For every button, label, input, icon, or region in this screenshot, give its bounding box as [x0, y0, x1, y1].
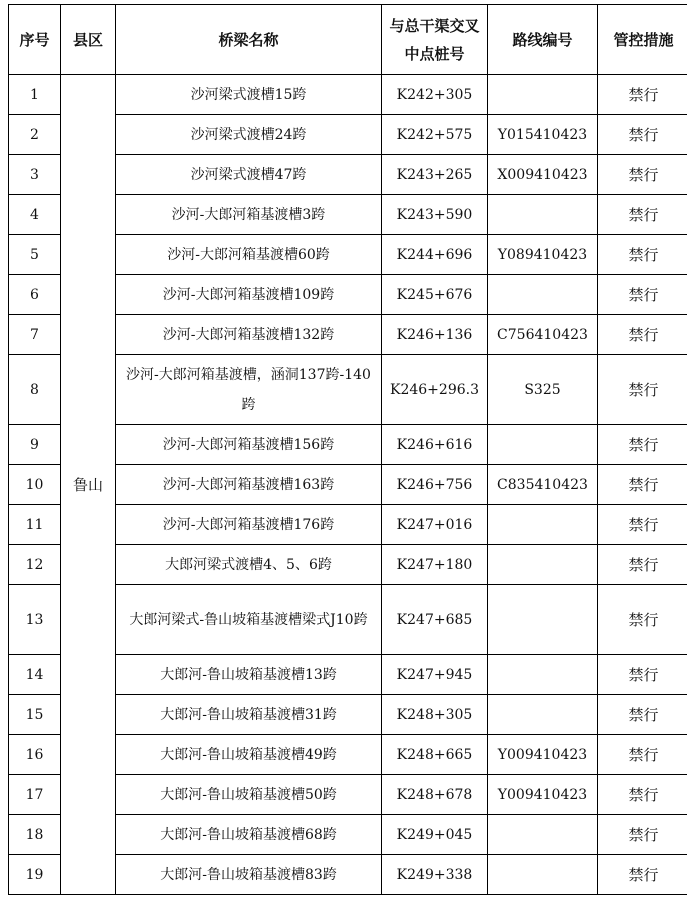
cell-seq: 2 [9, 115, 61, 155]
cell-bridge-name: 沙河-大郎河箱基渡槽，涵洞137跨-140跨 [116, 355, 382, 425]
header-county: 县区 [61, 5, 116, 75]
cell-bridge-name: 大郎河-鲁山坡箱基渡槽31跨 [116, 695, 382, 735]
cell-seq: 10 [9, 465, 61, 505]
cell-seq: 17 [9, 775, 61, 815]
cell-stake: K247+180 [382, 545, 488, 585]
cell-bridge-name: 沙河-大郎河箱基渡槽60跨 [116, 235, 382, 275]
cell-control-measure: 禁行 [598, 275, 687, 315]
cell-control-measure: 禁行 [598, 775, 687, 815]
cell-route-code: Y089410423 [488, 235, 598, 275]
cell-control-measure: 禁行 [598, 235, 687, 275]
cell-control-measure: 禁行 [598, 195, 687, 235]
cell-stake: K248+665 [382, 735, 488, 775]
cell-bridge-name: 沙河梁式渡槽47跨 [116, 155, 382, 195]
cell-bridge-name: 沙河-大郎河箱基渡槽163跨 [116, 465, 382, 505]
cell-seq: 14 [9, 655, 61, 695]
cell-route-code [488, 655, 598, 695]
cell-control-measure: 禁行 [598, 585, 687, 655]
cell-seq: 4 [9, 195, 61, 235]
cell-stake: K246+296.3 [382, 355, 488, 425]
cell-seq: 18 [9, 815, 61, 855]
header-row [9, 5, 687, 75]
cell-seq: 15 [9, 695, 61, 735]
cell-route-code [488, 195, 598, 235]
cell-stake: K246+136 [382, 315, 488, 355]
cell-bridge-name: 大郎河-鲁山坡箱基渡槽13跨 [116, 655, 382, 695]
cell-bridge-name: 沙河-大郎河箱基渡槽132跨 [116, 315, 382, 355]
cell-route-code [488, 425, 598, 465]
cell-control-measure: 禁行 [598, 425, 687, 465]
cell-route-code [488, 75, 598, 115]
cell-seq: 6 [9, 275, 61, 315]
cell-stake: K242+575 [382, 115, 488, 155]
cell-route-code: S325 [488, 355, 598, 425]
cell-seq: 1 [9, 75, 61, 115]
cell-bridge-name: 沙河-大郎河箱基渡槽3跨 [116, 195, 382, 235]
cell-seq: 11 [9, 505, 61, 545]
cell-stake: K247+945 [382, 655, 488, 695]
cell-bridge-name: 大郎河-鲁山坡箱基渡槽83跨 [116, 855, 382, 895]
cell-seq: 19 [9, 855, 61, 895]
cell-control-measure: 禁行 [598, 695, 687, 735]
cell-stake: K246+756 [382, 465, 488, 505]
cell-bridge-name: 沙河梁式渡槽24跨 [116, 115, 382, 155]
cell-seq: 13 [9, 585, 61, 655]
cell-seq: 9 [9, 425, 61, 465]
cell-control-measure: 禁行 [598, 545, 687, 585]
cell-route-code [488, 275, 598, 315]
table-body [9, 75, 687, 895]
cell-seq: 16 [9, 735, 61, 775]
cell-stake: K247+685 [382, 585, 488, 655]
cell-route-code [488, 545, 598, 585]
cell-stake: K244+696 [382, 235, 488, 275]
cell-control-measure: 禁行 [598, 155, 687, 195]
cell-control-measure: 禁行 [598, 355, 687, 425]
cell-bridge-name: 大郎河-鲁山坡箱基渡槽68跨 [116, 815, 382, 855]
cell-control-measure: 禁行 [598, 115, 687, 155]
cell-route-code [488, 695, 598, 735]
cell-route-code [488, 815, 598, 855]
header-route-code: 路线编号 [488, 5, 598, 75]
cell-stake: K248+678 [382, 775, 488, 815]
cell-route-code [488, 855, 598, 895]
cell-seq: 8 [9, 355, 61, 425]
cell-bridge-name: 大郎河-鲁山坡箱基渡槽49跨 [116, 735, 382, 775]
cell-seq: 3 [9, 155, 61, 195]
cell-stake: K243+265 [382, 155, 488, 195]
header-stake: 与总干渠交叉中点桩号 [382, 5, 488, 75]
cell-control-measure: 禁行 [598, 855, 687, 895]
cell-route-code [488, 585, 598, 655]
cell-route-code: Y015410423 [488, 115, 598, 155]
table-row [9, 75, 687, 115]
cell-control-measure: 禁行 [598, 655, 687, 695]
cell-stake: K247+016 [382, 505, 488, 545]
cell-route-code: C835410423 [488, 465, 598, 505]
header-control-measure: 管控措施 [598, 5, 687, 75]
cell-control-measure: 禁行 [598, 465, 687, 505]
cell-stake: K249+045 [382, 815, 488, 855]
cell-bridge-name: 沙河-大郎河箱基渡槽109跨 [116, 275, 382, 315]
cell-bridge-name: 沙河梁式渡槽15跨 [116, 75, 382, 115]
cell-bridge-name: 大郎河梁式-鲁山坡箱基渡槽梁式J10跨 [116, 585, 382, 655]
cell-route-code [488, 505, 598, 545]
cell-seq: 12 [9, 545, 61, 585]
header-bridge-name: 桥梁名称 [116, 5, 382, 75]
cell-route-code: X009410423 [488, 155, 598, 195]
cell-stake: K249+338 [382, 855, 488, 895]
cell-stake: K242+305 [382, 75, 488, 115]
cell-control-measure: 禁行 [598, 315, 687, 355]
cell-stake: K248+305 [382, 695, 488, 735]
bridge-control-table [8, 4, 687, 895]
cell-bridge-name: 沙河-大郎河箱基渡槽176跨 [116, 505, 382, 545]
cell-stake: K243+590 [382, 195, 488, 235]
cell-bridge-name: 沙河-大郎河箱基渡槽156跨 [116, 425, 382, 465]
cell-route-code: C756410423 [488, 315, 598, 355]
cell-control-measure: 禁行 [598, 735, 687, 775]
cell-seq: 7 [9, 315, 61, 355]
cell-route-code: Y009410423 [488, 735, 598, 775]
cell-control-measure: 禁行 [598, 505, 687, 545]
cell-stake: K246+616 [382, 425, 488, 465]
cell-bridge-name: 大郎河梁式渡槽4、5、6跨 [116, 545, 382, 585]
cell-route-code: Y009410423 [488, 775, 598, 815]
cell-seq: 5 [9, 235, 61, 275]
cell-stake: K245+676 [382, 275, 488, 315]
cell-control-measure: 禁行 [598, 815, 687, 855]
cell-county: 鲁山 [61, 75, 116, 895]
cell-control-measure: 禁行 [598, 75, 687, 115]
cell-bridge-name: 大郎河-鲁山坡箱基渡槽50跨 [116, 775, 382, 815]
header-seq: 序号 [9, 5, 61, 75]
